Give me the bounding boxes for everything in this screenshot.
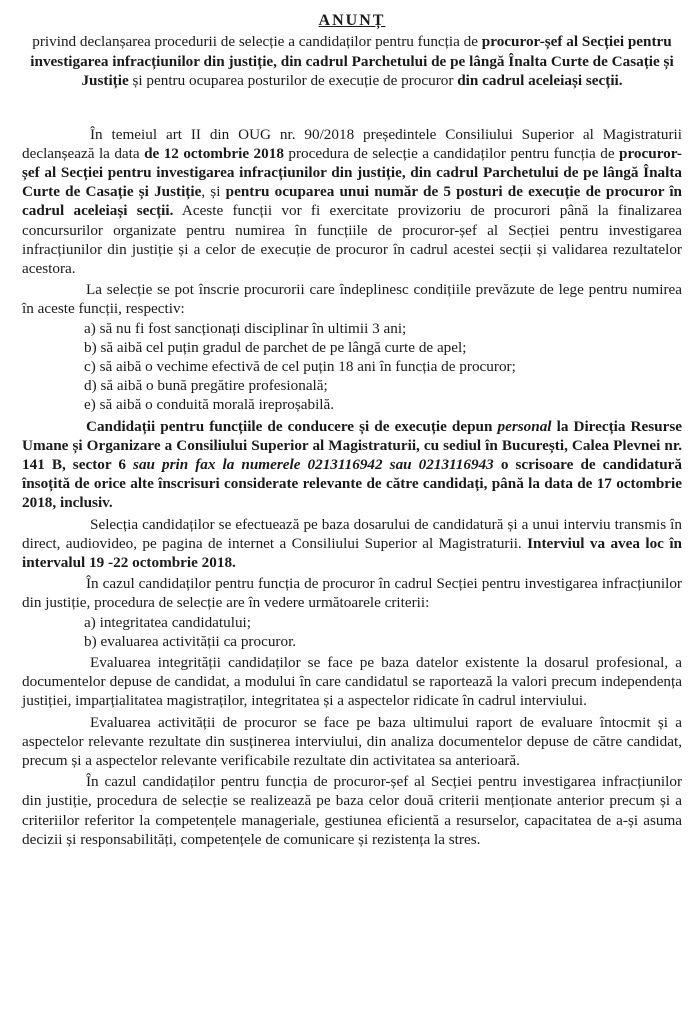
paragraph-criteria-intro: În cazul candidaților pentru funcția de procuror în cadrul Secției pentru investigarea infracțiunilor din justiție, procedura de selecție are în vedere următoarele criterii:: [22, 575, 682, 612]
p3-personal: personal: [497, 417, 552, 435]
paragraph-activity: Evaluarea activității de procuror se face pe baza ultimului raport de evaluare întocmit și a aspectelor relevante rezultate din susținerea interviului, din analiza documentelor depuse de către candidat, precum și a aspectelor relevante verificabile rezultate din activitatea sa anterioară.: [22, 713, 682, 769]
subtitle-text-2: și pentru ocuparea posturilor de execuție de procuror: [128, 72, 458, 89]
p3-bold-1: Candidații pentru funcțiile de conducere și de execuție depun: [86, 417, 498, 435]
p4-interview-dates: Interviul va avea loc în intervalul 19 -22 octombrie 2018.: [22, 534, 682, 571]
p3-bold-2: la Direcția Resurse Umane și Organizare a Consiliului Superior al Magistraturii, cu sediul în București, Calea Plevnei nr. 141 B, sector 6: [22, 417, 683, 473]
subtitle-text-1: privind declanșarea procedurii de selecție a candidaților pentru funcția de: [32, 33, 482, 50]
subtitle-bold-2: din cadrul aceleiași secții.: [457, 72, 623, 89]
p1-date: de 12 octombrie 2018: [144, 144, 284, 162]
subtitle-bold-1: procuror-șef al Secției pentru investigarea infracțiunilor din justiție, din cadrul Parchetului de pe lângă Înalta Curte de Casație și Justiție: [30, 33, 674, 89]
paragraph-application: [22, 417, 682, 513]
paragraph-legal-basis: [22, 125, 682, 279]
p1-text-4: Aceste funcții vor fi exercitate provizoriu de procurori până la finalizarea concursurilor organizate pentru numirea în funcțiile de procuror-șef al Secției pentru investigarea infracțiunilor din justiție și a celor de execuție de procuror în cadrul acestei secții și validarea rezultatelor acestora.: [22, 202, 682, 277]
condition-item: e) să aibă o conduită morală ireproșabilă.: [84, 396, 335, 414]
criteria-item: a) integritatea candidatului;: [84, 613, 251, 631]
p4-text: Selecția candidaților se efectuează pe baza dosarului de candidatură și a unui interviu transmis în direct, audiovideo, pe pagina de internet a Consiliului Superior al Magistraturii.: [22, 515, 682, 552]
p1-position: procuror-șef al Secției pentru investigarea infracțiunilor din justiție, din cadrul Parchetului de pe lângă Înalta Curte de Casație și Justiție: [22, 144, 682, 201]
p1-text-1: În temeiul art II din OUG nr. 90/2018 președintele Consiliului Superior al Magistraturii declanșează la data: [22, 125, 682, 162]
p3-fax: sau prin fax la numerele 0213116942 sau 0213116943: [133, 455, 494, 473]
p1-text-3: , și: [201, 183, 226, 201]
condition-item: a) să nu fi fost sancționați disciplinar în ultimii 3 ani;: [84, 319, 407, 337]
document-subtitle: [22, 32, 682, 91]
paragraph-integrity: Evaluarea integrității candidaților se face pe baza datelor existente la dosarul profesional, a documentelor depuse de candidat, a modului în care candidatul se raportează la valori precum independența justiției, imparțialitatea magistraților, integritatea și a aspectelor ridicate în cadrul interviului.: [22, 653, 682, 710]
condition-item: b) să aibă cel puțin gradul de parchet de pe lângă curte de apel;: [84, 338, 467, 356]
paragraph-eligibility-intro: La selecție se pot înscrie procurorii care îndeplinesc condițiile prevăzute de lege pentru numirea în aceste funcții, respectiv:: [22, 281, 682, 318]
condition-item: c) să aibă o vechime efectivă de cel puțin 18 ani în funcția de procuror;: [84, 357, 516, 375]
p1-posts: pentru ocuparea unui număr de 5 posturi de execuție de procuror în cadrul aceleiași secții.: [22, 183, 683, 220]
paragraph-selection: [22, 515, 682, 573]
condition-item: d) să aibă o bună pregătire profesională;: [84, 377, 328, 395]
p3-bold-3: o scrisoare de candidatură însoțită de orice alte înscrisuri considerate relevante de către candidați, până la data de 17 octombrie 2018, inclusiv.: [22, 455, 683, 512]
p1-text-2: procedura de selecție a candidaților pentru funcția de: [283, 144, 619, 162]
document-title: ANUNȚ: [318, 12, 386, 29]
paragraph-chief-prosecutor: În cazul candidaților pentru funcția de procuror-șef al Secției pentru investigarea infracțiunilor din justiție, procedura de selecție se realizează pe baza celor două criterii menționate anterior precum și a criteriilor referitor la competențele manageriale, gestiunea eficientă a resurselor, capacitatea de a-și asuma decizii și responsabilități, competențele de comunicare și rezistența la stres.: [22, 773, 682, 848]
criteria-item: b) evaluarea activității ca procuror.: [84, 632, 297, 650]
